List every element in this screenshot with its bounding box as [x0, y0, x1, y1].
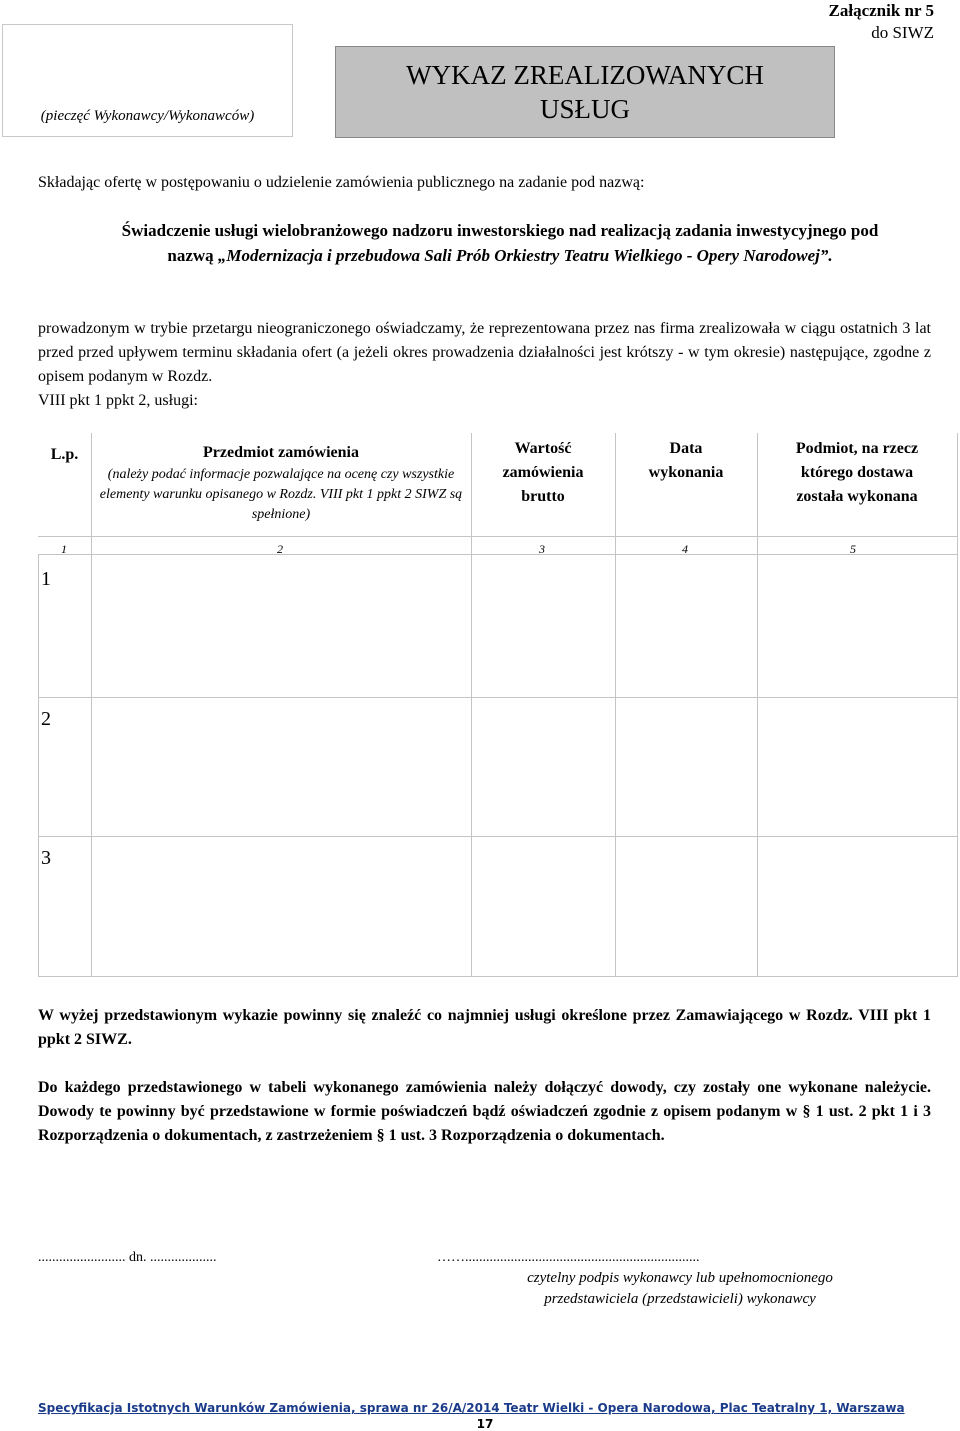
intro-text: Składając ofertę w postępowaniu o udzielenie zamówienia publicznego na zadanie pod nazwą:	[38, 174, 645, 191]
declaration-paragraph	[38, 317, 931, 413]
table-divider	[91, 433, 92, 977]
footer-text: Specyfikacja Istotnych Warunków Zamówienia, sprawa nr 26/A/2014 Teatr Wielki - Opera Narodowa, Plac Teatralny 1, Warszawa	[38, 1401, 905, 1415]
column-number: 4	[682, 542, 688, 556]
header-date-label: wykonania	[648, 464, 724, 481]
header-date	[615, 437, 757, 485]
signature-line: ……...................................................................	[437, 1250, 700, 1265]
place-date-field: ......................... dn. ...................	[38, 1250, 217, 1265]
tender-subject-name: „Modernizacja i przebudowa Sali Prób Orkiestry Teatru Wielkiego - Opery Narodowej”.	[217, 246, 833, 265]
header-subject	[94, 441, 468, 525]
table-divider	[38, 697, 958, 698]
table-divider	[38, 536, 958, 537]
column-number: 5	[850, 542, 856, 556]
table-border	[38, 554, 39, 977]
row-number: 2	[41, 708, 51, 730]
header-subject-label: Przedmiot zamówienia	[203, 444, 359, 461]
row-number: 1	[41, 568, 51, 590]
note-requirement: W wyżej przedstawionym wykazie powinny się znaleźć co najmniej usługi określone przez Zamawiającego w Rozdz. VIII pkt 1 ppkt 2 SIWZ.	[38, 1007, 931, 1048]
header-value-label: zamówienia	[502, 464, 584, 481]
stamp-label: (pieczęć Wykonawcy/Wykonawców)	[40, 108, 255, 124]
tender-subject-lead: Świadczenie usługi wielobranżowego nadzoru inwestorskiego nad realizacją zadania inwestycyjnego pod nazwą	[121, 221, 879, 265]
annex-label	[829, 0, 934, 44]
signature-caption-line: czytelny podpis wykonawcy lub upełnomocnionego	[527, 1270, 833, 1286]
annex-ref: do SIWZ	[871, 23, 934, 42]
signature-caption-line: przedstawiciela (przedstawicieli) wykonawcy	[544, 1291, 816, 1307]
services-table	[38, 433, 958, 977]
row-number: 3	[41, 847, 51, 869]
table-divider	[471, 433, 472, 977]
header-subject-note: (należy podać informacje pozwalające na ocenę czy wszystkie elementy warunku opisanego w Rozdz. VIII pkt 1 ppkt 2 SIWZ są spełnione)	[99, 467, 463, 522]
header-date-label: Data	[669, 440, 703, 457]
table-divider	[38, 554, 958, 555]
table-divider	[38, 976, 958, 977]
note-evidence: Do każdego przedstawionego w tabeli wykonanego zamówienia należy dołączyć dowody, czy zostały one wykonane należycie. Dowody te powinny być przedstawione w formie poświadczeń bądź oświadczeń zgodnie z opisem podanym w § 1 ust. 2 pkt 1 i 3 Rozporządzenia o dokumentach, z zastrzeżeniem § 1 ust. 3 Rozporządzenia o dokumentach.	[38, 1079, 931, 1144]
page-number: 17	[476, 1417, 494, 1431]
header-entity	[757, 437, 957, 509]
header-entity-label: którego dostawa	[800, 464, 914, 481]
signature-caption	[470, 1268, 890, 1310]
declaration-text-end: VIII pkt 1 ppkt 2, usługi:	[38, 392, 198, 409]
declaration-text: prowadzonym w trybie przetargu nieograniczonego oświadczamy, że reprezentowana przez nas firma zrealizowała w ciągu ostatnich 3 lat przed przed upływem terminu składania ofert (a jeżeli okres prowadzenia działalności jest krótszy - w tym okresie) następujące, zgodne z opisem podanym w Rozdz.	[38, 320, 931, 385]
annex-number: Załącznik nr 5	[828, 1, 934, 20]
header-entity-label: została wykonana	[796, 488, 918, 505]
header-value-label: Wartość	[514, 440, 572, 457]
page-title: WYKAZ ZREALIZOWANYCH USŁUG	[406, 60, 764, 124]
column-number: 2	[277, 542, 283, 556]
column-number: 1	[61, 542, 67, 556]
header-value-label: brutto	[521, 488, 565, 505]
column-number: 3	[539, 542, 545, 556]
header-entity-label: Podmiot, na rzecz	[795, 440, 919, 457]
header-value	[471, 437, 615, 509]
header-lp-label: L.p.	[50, 446, 79, 463]
table-border	[957, 433, 958, 977]
title-box	[335, 46, 835, 138]
header-lp	[38, 443, 91, 467]
table-divider	[615, 433, 616, 977]
table-divider	[757, 433, 758, 977]
table-divider	[38, 836, 958, 837]
tender-subject	[120, 218, 880, 268]
